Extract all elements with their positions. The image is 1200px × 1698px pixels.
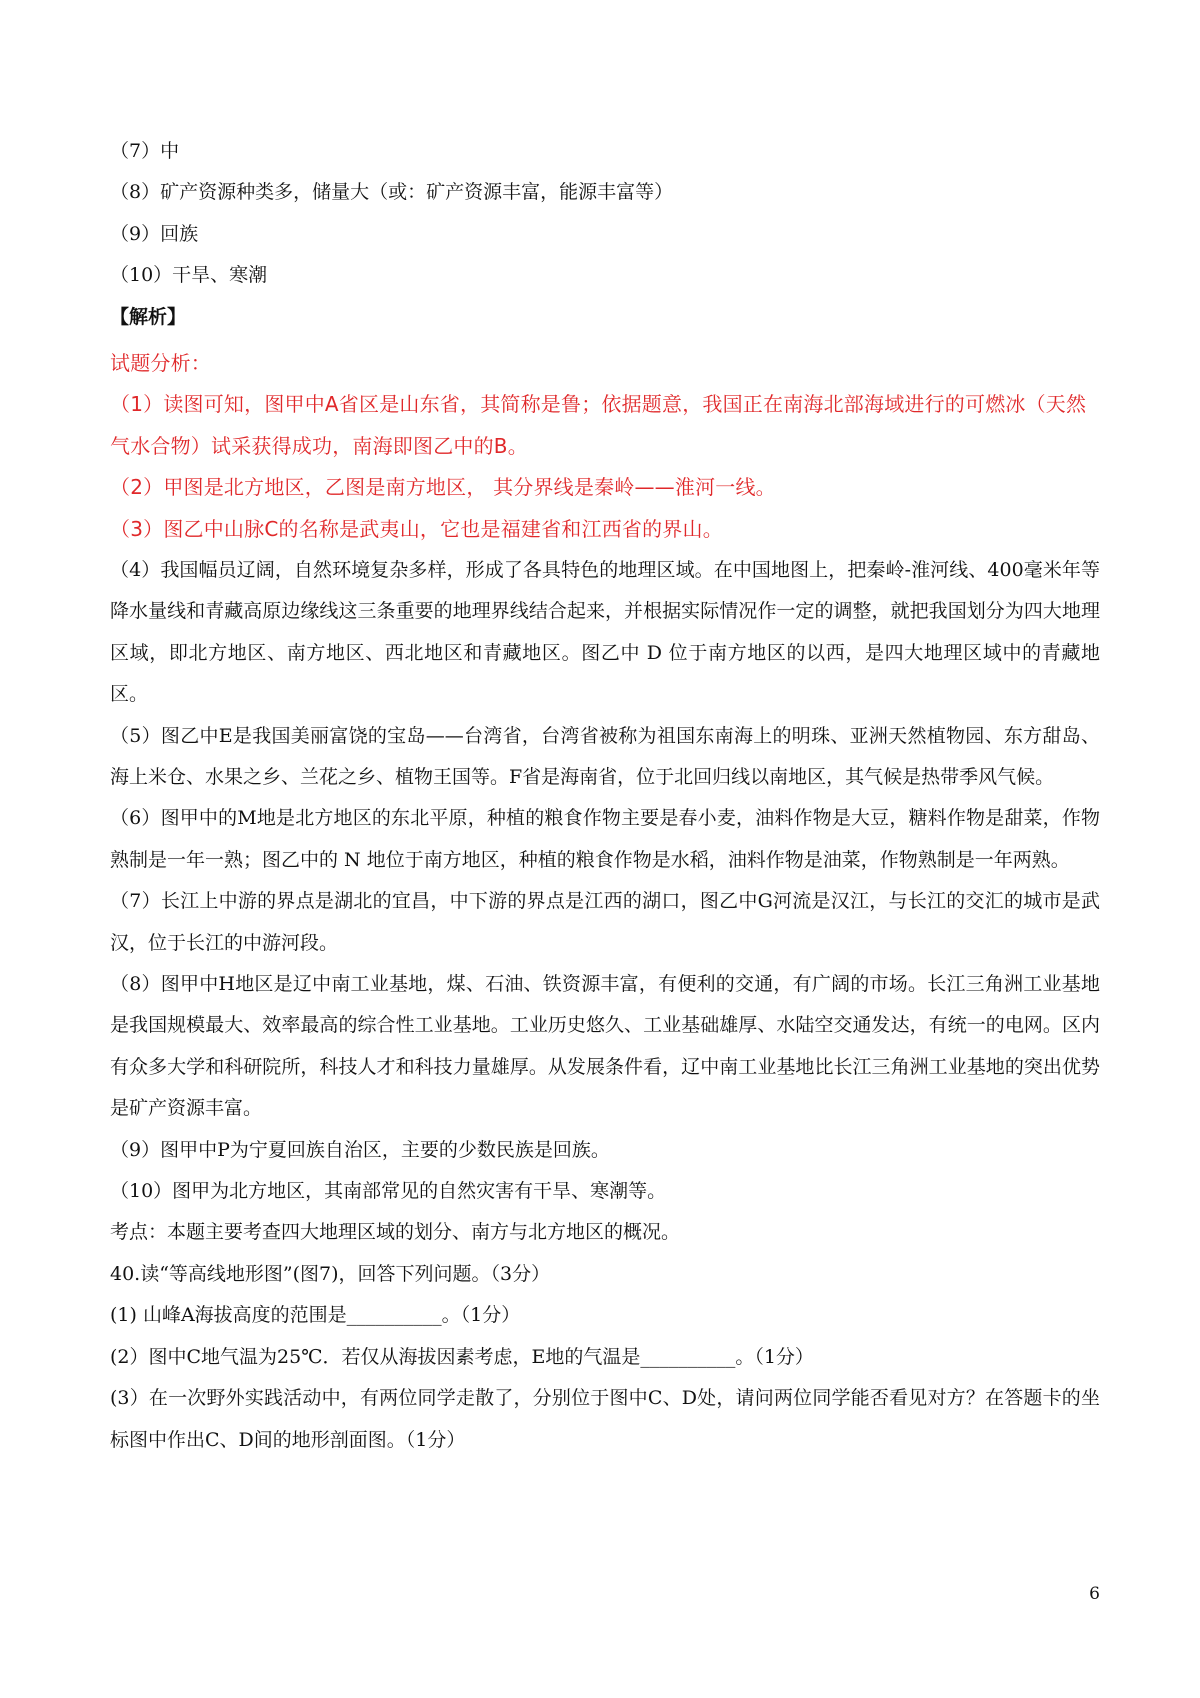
analysis-label: 试题分析： (110, 350, 211, 375)
analysis-item-6: （6）图甲中的M地是北方地区的东北平原，种植的粮食作物主要是春小麦，油料作物是大豆，糖料作物是甜菜，作物熟制是一年一熟；图乙中的 N 地位于南方地区，种植的粮食作物是水稻，油料作物是油菜，作物熟制是一年两熟。 (110, 807, 1100, 871)
question-part-3: (3）在一次野外实践活动中，有两位同学走散了，分别位于图中C、D处，请问两位同学能否看见对方？在答题卡的坐标图中作出C、D间的地形剖面图。（1分） (110, 1387, 1100, 1451)
analysis-item-10: （10）图甲为北方地区，其南部常见的自然灾害有干旱、寒潮等。 (110, 1180, 667, 1203)
answer-7: （7）中 (110, 140, 180, 162)
analysis-item-7: （7）长江上中游的界点是湖北的宜昌，中下游的界点是江西的湖口，图乙中G河流是汉江，与长江的交汇的城市是武汉，位于长江的中游河段。 (110, 890, 1100, 954)
analysis-item-1: （1）读图可知，图甲中A省区是山东省，其简称是鲁；依据题意，我国正在南海北部海域进行的可燃冰（天然气水合物）试采获得成功，南海即图乙中的B。 (110, 392, 1087, 458)
kaodian-note: 考点：本题主要考查四大地理区域的划分、南方与北方地区的概况。 (110, 1221, 681, 1244)
analysis-item-8: （8）图甲中H地区是辽中南工业基地，煤、石油、铁资源丰富，有便利的交通，有广阔的市场。长江三角洲工业基地是我国规模最大、效率最高的综合性工业基地。工业历史悠久、工业基础雄厚、水陆空交通发达，有统一的电网。区内有众多大学和科研院所，科技人才和科技力量雄厚。从发展条件看，辽中南工业基地比长江三角洲工业基地的突出优势是矿产资源丰富。 (110, 973, 1100, 1120)
question-title: 40.读“等高线地形图”(图7)，回答下列问题。（3分） (110, 1262, 551, 1285)
answer-9: （9）回族 (110, 222, 199, 245)
analysis-heading: 【解析】 (110, 305, 187, 328)
answer-8: （8）矿产资源种类多，储量大（或：矿产资源丰富，能源丰富等） (110, 181, 674, 204)
question-part-2: (2）图中C地气温为25℃．若仅从海拔因素考虑，E地的气温是__________。（1分） (110, 1345, 814, 1368)
answer-10: （10）干旱、寒潮 (110, 264, 268, 287)
analysis-item-3: （3）图乙中山脉C的名称是武夷山，它也是福建省和江西省的界山。 (110, 516, 723, 541)
analysis-item-5: （5）图乙中E是我国美丽富饶的宝岛——台湾省，台湾省被称为祖国东南海上的明珠、亚洲天然植物园、东方甜岛、海上米仓、水果之乡、兰花之乡、植物王国等。F省是海南省，位于北回归线以南地区，其气候是热带季风气候。 (110, 724, 1100, 789)
analysis-item-9: （9）图甲中P为宁夏回族自治区，主要的少数民族是回族。 (110, 1138, 610, 1161)
analysis-item-2: （2）甲图是北方地区，乙图是南方地区， 其分界线是秦岭——淮河一线。 (110, 475, 776, 500)
document-page (110, 136, 1100, 1461)
question-part-1: (1) 山峰A海拔高度的范围是__________。（1分） (110, 1304, 521, 1327)
analysis-item-4: （4）我国幅员辽阔，自然环境复杂多样，形成了各具特色的地理区域。在中国地图上，把秦岭-淮河线、400毫米年等降水量线和青藏高原边缘线这三条重要的地理界线结合起来，并根据实际情况作一定的调整，就把我国划分为四大地理区域，即北方地区、南方地区、西北地区和青藏地区。图乙中 D 位于南方地区的以西，是四大地理区域中的青藏地区。 (110, 558, 1100, 706)
page-number: 6 (1089, 1584, 1100, 1604)
